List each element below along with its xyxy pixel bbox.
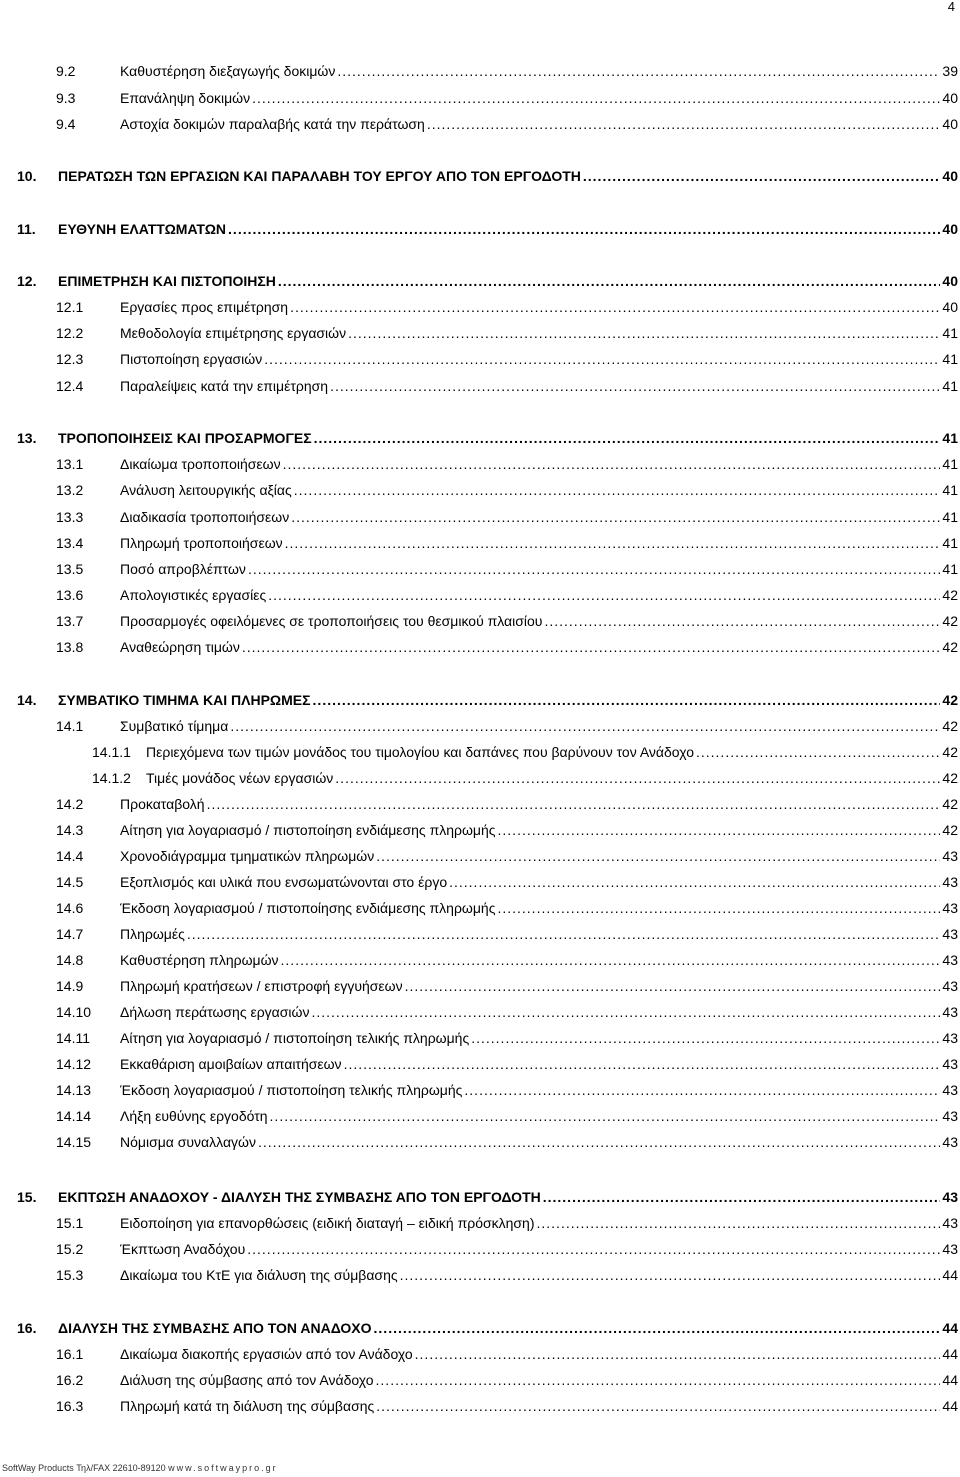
toc-entry-number: 13.2	[56, 482, 84, 498]
toc-leader-dots	[264, 346, 940, 372]
footer-website: www.softwaypro.gr	[168, 1463, 278, 1473]
toc-entry[interactable]	[0, 895, 960, 921]
toc-entry[interactable]	[0, 1262, 960, 1288]
toc-entry[interactable]	[0, 320, 960, 346]
toc-entry-title: Πιστοποίηση εργασιών	[120, 351, 263, 367]
toc-entry-title: Έκπτωση Αναδόχου	[120, 1241, 246, 1257]
page-number: 4	[947, 0, 955, 14]
toc-entry-number: 14.	[17, 692, 37, 708]
toc-entry-title: Ανάλυση λειτουργικής αξίας	[120, 482, 292, 498]
toc-entry-page: 40	[942, 168, 958, 184]
toc-leader-dots	[543, 1184, 941, 1210]
toc-entry-number: 11.	[17, 221, 36, 237]
toc-entry-title: Απολογιστικές εργασίες	[120, 587, 267, 603]
toc-entry-page: 41	[942, 509, 958, 525]
toc-leader-dots	[248, 556, 940, 582]
toc-leader-dots	[497, 895, 940, 921]
toc-entry-page: 40	[942, 221, 958, 237]
toc-leader-dots	[311, 999, 940, 1025]
toc-entry-page: 42	[942, 587, 958, 603]
toc-leader-dots	[415, 1341, 941, 1367]
toc-leader-dots	[290, 294, 940, 320]
toc-entry-title: Πληρωμή κατά τη διάλυση της σύμβασης	[120, 1398, 375, 1414]
toc-leader-dots	[335, 765, 940, 791]
toc-entry-page: 41	[942, 456, 958, 472]
toc-entry[interactable]	[0, 268, 960, 294]
toc-entry[interactable]	[0, 1367, 960, 1393]
toc-leader-dots	[283, 451, 941, 477]
toc-entry-title: Ποσό απροβλέπτων	[120, 561, 246, 577]
toc-leader-dots	[544, 608, 940, 634]
toc-leader-dots	[247, 1236, 940, 1262]
footer	[2, 1463, 278, 1474]
toc-entry-page: 41	[942, 378, 958, 394]
toc-entry-number: 14.1	[56, 718, 84, 734]
toc-entry-title: Δικαίωμα του ΚτΕ για διάλυση της σύμβασης	[120, 1267, 398, 1283]
toc-entry-title: Αστοχία δοκιμών παραλαβής κατά την περάτωση	[120, 116, 425, 132]
toc-entry[interactable]	[0, 765, 960, 791]
toc-entry-title: ΣΥΜΒΑΤΙΚΟ ΤΙΜΗΜΑ ΚΑΙ ΠΛΗΡΩΜΕΣ	[58, 692, 311, 708]
toc-entry-title: Πληρωμή τροποποιήσεων	[120, 535, 283, 551]
toc-entry-number: 12.4	[56, 378, 84, 394]
toc-entry-title: Παραλείψεις κατά την επιμέτρηση	[120, 378, 329, 394]
toc-entry-page: 43	[942, 1004, 958, 1020]
toc-leader-dots	[242, 634, 941, 660]
toc-entry-title: ΕΠΙΜΕΤΡΗΣΗ ΚΑΙ ΠΙΣΤΟΠΟΙΗΣΗ	[58, 273, 276, 289]
toc-entry-title: ΔΙΑΛΥΣΗ ΤΗΣ ΣΥΜΒΑΣΗΣ ΑΠΟ ΤΟΝ ΑΝΑΔΟΧΟ	[58, 1320, 372, 1336]
toc-entry-page: 42	[942, 639, 958, 655]
toc-entry-title: Προσαρμογές οφειλόμενες σε τροποποιήσεις του θεσμικού πλαισίου	[120, 613, 543, 629]
toc-entry-page: 40	[942, 90, 958, 106]
toc-entry[interactable]	[0, 58, 960, 84]
toc-entry-number: 12.2	[56, 325, 84, 341]
toc-entry-title: Ειδοποίηση για επανορθώσεις (ειδική διαταγή – ειδική πρόσκληση)	[120, 1215, 535, 1231]
toc-entry[interactable]	[0, 346, 960, 372]
toc-entry-page: 43	[942, 1056, 958, 1072]
toc-entry[interactable]	[0, 1236, 960, 1262]
toc-entry-page: 40	[942, 273, 958, 289]
toc-leader-dots	[464, 1077, 940, 1103]
toc-leader-dots	[583, 163, 941, 189]
toc-entry[interactable]	[0, 163, 960, 189]
toc-entry-number: 14.14	[56, 1108, 92, 1124]
toc-entry[interactable]	[0, 791, 960, 817]
toc-entry-title: Λήξη ευθύνης εργοδότη	[120, 1108, 268, 1124]
toc-entry-title: Δικαίωμα τροποποιήσεων	[120, 456, 281, 472]
toc-entry-page: 40	[942, 299, 958, 315]
toc-entry-number: 16.1	[56, 1346, 84, 1362]
toc-entry-title: Εξοπλισμός και υλικά που ενσωματώνονται στο έργο	[120, 874, 448, 890]
toc-entry-title: ΕΥΘΥΝΗ ΕΛΑΤΤΩΜΑΤΩΝ	[58, 221, 227, 237]
toc-entry-number: 10.	[17, 168, 37, 184]
toc-entry-page: 41	[942, 351, 958, 367]
toc-leader-dots	[537, 1210, 941, 1236]
toc-entry-page: 43	[942, 1134, 958, 1150]
toc-leader-dots	[400, 1262, 941, 1288]
toc-entry-number: 13.4	[56, 535, 84, 551]
toc-entry-number: 14.11	[56, 1030, 90, 1046]
toc-entry-title: Έκδοση λογαριασμού / πιστοποίηση τελικής πληρωμής	[120, 1082, 463, 1098]
toc-entry[interactable]	[0, 1341, 960, 1367]
toc-entry-page: 39	[942, 63, 958, 79]
footer-phone: Τηλ/FAX 22610-89120	[76, 1463, 166, 1473]
toc-entry-page: 43	[942, 1108, 958, 1124]
toc-entry[interactable]	[0, 713, 960, 739]
toc-entry-page: 42	[942, 744, 958, 760]
toc-entry-title: Προκαταβολή	[120, 796, 205, 812]
toc-entry-number: 15.1	[56, 1215, 84, 1231]
toc-entry-title: Χρονοδιάγραμμα τμηματικών πληρωμών	[120, 848, 375, 864]
toc-entry-number: 14.6	[56, 900, 84, 916]
toc-leader-dots	[471, 1025, 940, 1051]
toc-entry-number: 9.2	[56, 63, 76, 79]
toc-entry[interactable]	[0, 973, 960, 999]
toc-entry-title: Έκδοση λογαριασμού / πιστοποίησης ενδιάμεσης πληρωμής	[120, 900, 496, 916]
toc-entry-page: 43	[942, 952, 958, 968]
toc-leader-dots	[376, 1367, 941, 1393]
toc-leader-dots	[230, 713, 940, 739]
toc-entry[interactable]	[0, 373, 960, 399]
toc-entry-page: 41	[942, 325, 958, 341]
toc-leader-dots	[281, 947, 941, 973]
toc-entry-page: 42	[942, 770, 958, 786]
toc-entry[interactable]	[0, 530, 960, 556]
toc-entry[interactable]	[0, 425, 960, 451]
toc-entry-number: 16.3	[56, 1398, 84, 1414]
toc-entry-number: 12.1	[56, 299, 84, 315]
toc-entry-title: Καθυστέρηση πληρωμών	[120, 952, 279, 968]
toc-entry[interactable]	[0, 1103, 960, 1129]
toc-leader-dots	[314, 425, 941, 451]
toc-entry-number: 13.1	[56, 456, 84, 472]
toc-entry-title: Δήλωση περάτωσης εργασιών	[120, 1004, 310, 1020]
toc-entry[interactable]	[0, 1393, 960, 1419]
toc-entry-number: 13.7	[56, 613, 84, 629]
toc-entry-number: 14.3	[56, 822, 84, 838]
toc-entry-number: 9.4	[56, 116, 76, 132]
toc-entry[interactable]	[0, 999, 960, 1025]
toc-entry-title: Διαδικασία τροποποιήσεων	[120, 509, 290, 525]
toc-entry-page: 44	[942, 1372, 958, 1388]
toc-entry-title: ΕΚΠΤΩΣΗ ΑΝΑΔΟΧΟΥ - ΔΙΑΛΥΣΗ ΤΗΣ ΣΥΜΒΑΣΗΣ ΑΠΟ ΤΟΝ ΕΡΓΟΔΟΤΗ	[58, 1189, 541, 1205]
toc-entry-page: 43	[942, 1189, 958, 1205]
toc-leader-dots	[285, 530, 941, 556]
toc-entry[interactable]	[0, 817, 960, 843]
toc-entry-page: 44	[942, 1346, 958, 1362]
toc-leader-dots	[268, 582, 940, 608]
toc-entry[interactable]	[0, 216, 960, 242]
toc-leader-dots	[252, 85, 940, 111]
toc-leader-dots	[337, 58, 940, 84]
toc-entry-page: 43	[942, 926, 958, 942]
toc-entry-number: 14.8	[56, 952, 84, 968]
toc-entry-number: 15.3	[56, 1267, 84, 1283]
toc-entry-page: 41	[942, 482, 958, 498]
toc-entry-page: 41	[942, 535, 958, 551]
toc-leader-dots	[405, 973, 941, 999]
toc-entry[interactable]	[0, 1129, 960, 1155]
toc-entry-page: 44	[942, 1398, 958, 1414]
toc-leader-dots	[291, 504, 940, 530]
toc-entry-number: 14.12	[56, 1056, 92, 1072]
toc-entry-number: 14.4	[56, 848, 84, 864]
toc-entry-title: Τιμές μονάδος νέων εργασιών	[146, 770, 334, 786]
toc-leader-dots	[498, 817, 941, 843]
toc-entry[interactable]	[0, 504, 960, 530]
toc-leader-dots	[313, 687, 941, 713]
toc-entry-page: 40	[942, 116, 958, 132]
toc-entry[interactable]	[0, 869, 960, 895]
toc-entry[interactable]	[0, 921, 960, 947]
toc-entry[interactable]	[0, 947, 960, 973]
toc-entry-page: 43	[942, 900, 958, 916]
toc-entry-number: 15.2	[56, 1241, 84, 1257]
toc-entry-page: 43	[942, 978, 958, 994]
toc-entry-title: Μεθοδολογία επιμέτρησης εργασιών	[120, 325, 347, 341]
toc-entry[interactable]	[0, 739, 960, 765]
toc-leader-dots	[427, 111, 941, 137]
toc-entry-page: 42	[942, 822, 958, 838]
toc-entry-number: 13.6	[56, 587, 84, 603]
toc-entry[interactable]	[0, 843, 960, 869]
toc-leader-dots	[294, 477, 941, 503]
toc-entry[interactable]	[0, 477, 960, 503]
toc-entry-title: Διάλυση της σύμβασης από τον Ανάδοχο	[120, 1372, 374, 1388]
toc-leader-dots	[228, 216, 940, 242]
toc-entry-title: ΤΡΟΠΟΠΟΙΗΣΕΙΣ ΚΑΙ ΠΡΟΣΑΡΜΟΓΕΣ	[58, 430, 312, 446]
toc-leader-dots	[187, 921, 941, 947]
toc-entry-number: 15.	[17, 1189, 37, 1205]
toc-leader-dots	[696, 739, 940, 765]
toc-entry-page: 44	[942, 1267, 958, 1283]
toc-entry-page: 43	[942, 874, 958, 890]
toc-entry-number: 12.3	[56, 351, 84, 367]
toc-entry-number: 13.	[17, 430, 37, 446]
toc-entry-number: 14.7	[56, 926, 84, 942]
toc-entry-page: 43	[942, 1030, 958, 1046]
toc-leader-dots	[344, 1051, 941, 1077]
toc-entry[interactable]	[0, 1051, 960, 1077]
toc-entry-number: 13.8	[56, 639, 84, 655]
toc-entry-page: 43	[942, 848, 958, 864]
toc-entry-page: 43	[942, 1241, 958, 1257]
toc-entry-title: Αίτηση για λογαριασμό / πιστοποίηση τελικής πληρωμής	[120, 1030, 470, 1046]
toc-entry-page: 42	[942, 613, 958, 629]
toc-entry[interactable]	[0, 634, 960, 660]
toc-entry-number: 14.2	[56, 796, 84, 812]
toc-entry[interactable]	[0, 85, 960, 111]
toc-entry[interactable]	[0, 582, 960, 608]
toc-entry-number: 16.	[17, 1320, 37, 1336]
toc-entry-number: 14.13	[56, 1082, 92, 1098]
toc-entry-title: Καθυστέρηση διεξαγωγής δοκιμών	[120, 63, 336, 79]
toc-entry-page: 43	[942, 1215, 958, 1231]
toc-leader-dots	[376, 1393, 940, 1419]
toc-leader-dots	[374, 1315, 941, 1341]
toc-leader-dots	[258, 1129, 940, 1155]
toc-entry-number: 13.3	[56, 509, 84, 525]
toc-entry-title: Εργασίες προς επιμέτρηση	[120, 299, 289, 315]
toc-entry-page: 42	[942, 718, 958, 734]
toc-entry-number: 13.5	[56, 561, 84, 577]
toc-entry-number: 14.5	[56, 874, 84, 890]
toc-entry-page: 42	[942, 692, 958, 708]
toc-entry[interactable]	[0, 1184, 960, 1210]
toc-entry-number: 16.2	[56, 1372, 84, 1388]
toc-entry-page: 42	[942, 796, 958, 812]
toc-entry-number: 14.1.2	[92, 770, 131, 786]
toc-entry[interactable]	[0, 451, 960, 477]
toc-entry[interactable]	[0, 687, 960, 713]
toc-entry[interactable]	[0, 111, 960, 137]
toc-leader-dots	[348, 320, 940, 346]
toc-leader-dots	[449, 869, 940, 895]
toc-entry-title: Πληρωμή κρατήσεων / επιστροφή εγγυήσεων	[120, 978, 403, 994]
toc-entry-number: 9.3	[56, 90, 76, 106]
toc-entry-page: 44	[942, 1320, 958, 1336]
footer-company: SoftWay Products	[2, 1463, 74, 1473]
toc-entry-title: Πληρωμές	[120, 926, 185, 942]
toc-entry-number: 14.10	[56, 1004, 92, 1020]
toc-entry-page: 41	[942, 561, 958, 577]
toc-entry[interactable]	[0, 1077, 960, 1103]
toc-entry-title: Επανάληψη δοκιμών	[120, 90, 251, 106]
toc-entry[interactable]	[0, 608, 960, 634]
toc-entry-number: 14.9	[56, 978, 84, 994]
toc-entry-title: Νόμισμα συναλλαγών	[120, 1134, 256, 1150]
toc-entry-title: Αίτηση για λογαριασμό / πιστοποίηση ενδιάμεσης πληρωμής	[120, 822, 496, 838]
toc-entry[interactable]	[0, 1315, 960, 1341]
toc-entry-title: Δικαίωμα διακοπής εργασιών από τον Ανάδοχο	[120, 1346, 413, 1362]
toc-leader-dots	[270, 1103, 941, 1129]
toc-entry-title: Περιεχόμενα των τιμών μονάδος του τιμολογίου και δαπάνες που βαρύνουν τον Ανάδοχο	[146, 744, 694, 760]
toc-entry-number: 14.1.1	[92, 744, 131, 760]
toc-entry-title: Συμβατικό τίμημα	[120, 718, 229, 734]
toc-entry-number: 14.15	[56, 1134, 92, 1150]
toc-leader-dots	[278, 268, 941, 294]
toc-entry-number: 12.	[17, 273, 37, 289]
toc-entry[interactable]	[0, 1025, 960, 1051]
toc-leader-dots	[376, 843, 940, 869]
toc-leader-dots	[207, 791, 941, 817]
toc-leader-dots	[330, 373, 940, 399]
toc-entry-title: ΠΕΡΑΤΩΣΗ ΤΩΝ ΕΡΓΑΣΙΩΝ ΚΑΙ ΠΑΡΑΛΑΒΗ ΤΟΥ ΕΡΓΟΥ ΑΠΟ ΤΟΝ ΕΡΓΟΔΟΤΗ	[58, 168, 581, 184]
toc-entry-page: 43	[942, 1082, 958, 1098]
toc-entry[interactable]	[0, 556, 960, 582]
toc-entry-title: Αναθεώρηση τιμών	[120, 639, 240, 655]
toc-entry[interactable]	[0, 1210, 960, 1236]
toc-entry[interactable]	[0, 294, 960, 320]
toc-entry-page: 41	[942, 430, 958, 446]
toc-entry-title: Εκκαθάριση αμοιβαίων απαιτήσεων	[120, 1056, 342, 1072]
